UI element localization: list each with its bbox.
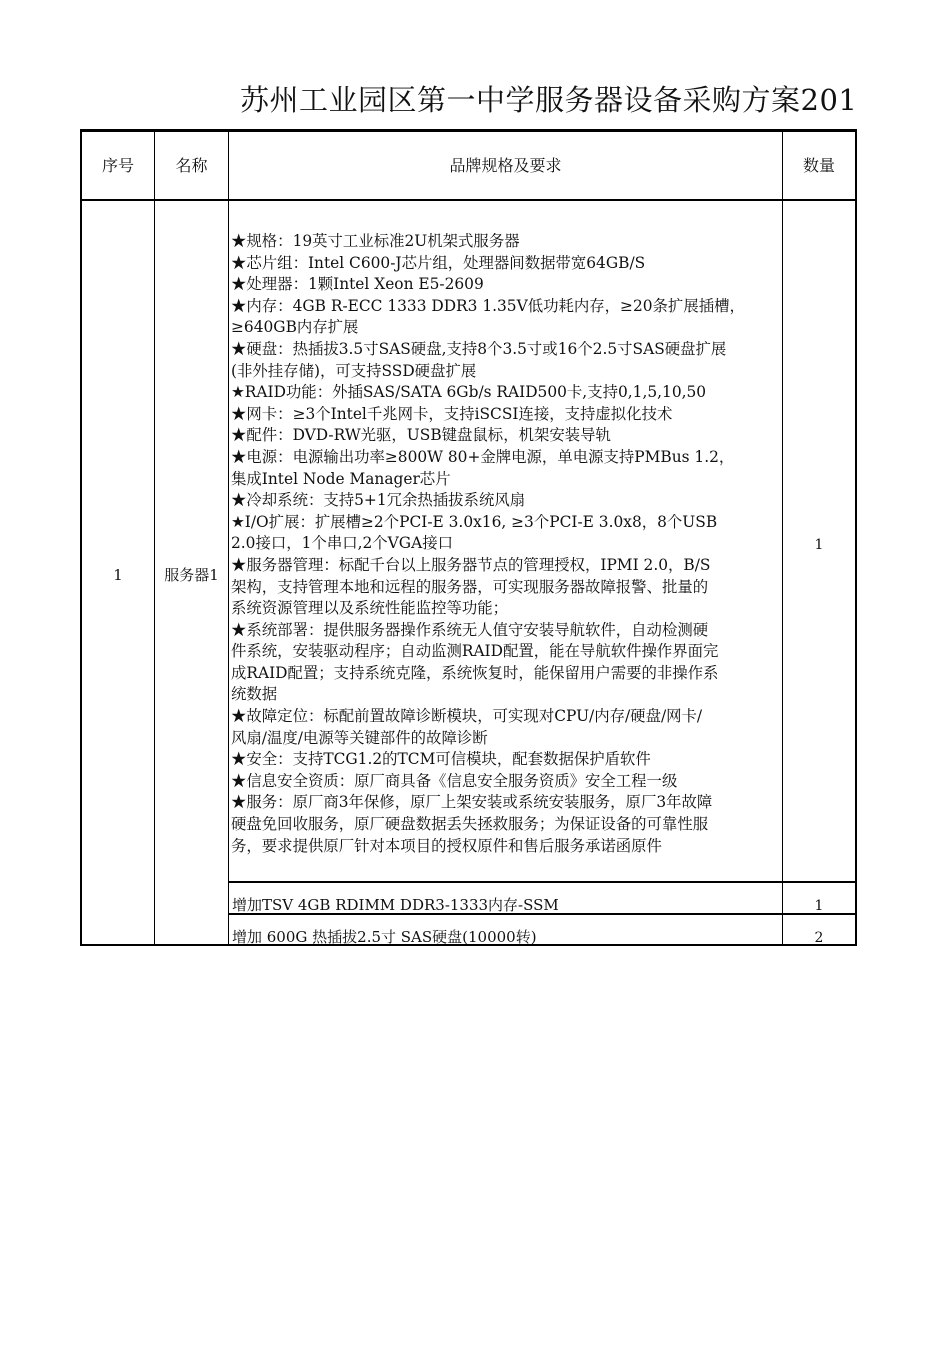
page-title: 苏州工业园区第一中学服务器设备采购方案201 [240, 83, 858, 117]
spec-bottom-border [228, 881, 857, 883]
spec-line: 集成Intel Node Manager芯片 [231, 469, 451, 488]
spec-line: ★芯片组：Intel C600-J芯片组，处理器间数据带宽64GB/S [231, 253, 646, 272]
spec-line: 统数据 [231, 685, 278, 704]
spec-line: 硬盘免回收服务，原厂硬盘数据丢失拯救服务；为保证设备的可靠性服 [231, 815, 709, 834]
header-qty: 数量 [802, 155, 835, 175]
spec-line: 务，要求提供原厂针对本项目的授权原件和售后服务承诺函原件 [231, 836, 662, 855]
spec-line: ★电源：电源输出功率≥800W 80+金牌电源，单电源支持PMBus 1.2， [231, 447, 735, 466]
spec-line: ★处理器：1颗Intel Xeon E5-2609 [231, 275, 484, 294]
spec-line: 件系统，安装驱动程序；自动监测RAID配置，能在导航软件操作界面完 [231, 642, 719, 661]
spec-line: ★系统部署：提供服务器操作系统无人值守安装导航软件，自动检测硬 [231, 620, 709, 639]
row-qty: 1 [814, 536, 824, 553]
extra-item-disk: 增加 600G 热插拔2.5寸 SAS硬盘(10000转) [232, 928, 537, 946]
spec-line: ★硬盘：热插拔3.5寸SAS硬盘,支持8个3.5寸或16个2.5寸SAS硬盘扩展 [231, 339, 727, 358]
spec-line: ≥640GB内存扩展 [231, 318, 359, 337]
spec-requirements [231, 231, 791, 857]
table-left-border [80, 129, 82, 946]
spec-line: ★故障定位：标配前置故障诊断模块，可实现对CPU/内存/硬盘/网卡/ [231, 707, 703, 726]
spec-line: ★配件：DVD-RW光驱，USB键盘鼠标，机架安装导轨 [231, 426, 611, 445]
spec-line: (非外挂存储)，可支持SSD硬盘扩展 [231, 361, 477, 380]
header-name: 名称 [175, 155, 208, 175]
row-name: 服务器1 [164, 566, 219, 584]
spec-line: ★服务器管理：标配千台以上服务器节点的管理授权，IPMI 2.0，B/S [231, 555, 711, 574]
header-bottom-border [80, 199, 857, 201]
spec-line: 风扇/温度/电源等关键部件的故障诊断 [231, 728, 488, 747]
extra-qty-disk: 2 [814, 930, 824, 946]
spec-line: ★信息安全资质：原厂商具备《信息安全服务资质》安全工程一级 [231, 771, 678, 790]
spec-line: ★内存：4GB R-ECC 1333 DDR3 1.35V低功耗内存，≥20条扩展插槽， [231, 296, 745, 315]
spec-line: ★安全：支持TCG1.2的TCM可信模块，配套数据保护盾软件 [231, 750, 651, 769]
spec-line: 系统资源管理以及系统性能监控等功能； [231, 599, 509, 618]
spec-line: ★服务：原厂商3年保修，原厂上架安装或系统安装服务，原厂3年故障 [231, 793, 713, 812]
spec-line: 架构，支持管理本地和远程的服务器，可实现服务器故障报警、批量的 [231, 577, 709, 596]
extra-item-memory: 增加TSV 4GB RDIMM DDR3-1333内存-SSM [232, 896, 559, 914]
row-seq: 1 [113, 566, 123, 584]
spec-line: ★RAID功能：外插SAS/SATA 6Gb/s RAID500卡,支持0,1,5,10,50 [231, 383, 707, 402]
col-divider-seq [154, 129, 155, 946]
header-seq: 序号 [101, 155, 134, 175]
spec-line: 成RAID配置；支持系统克隆，系统恢复时，能保留用户需要的非操作系 [231, 663, 719, 682]
table-right-border [855, 129, 857, 946]
extra-qty-memory: 1 [814, 898, 824, 914]
spec-line: ★冷却系统：支持5+1冗余热插拔系统风扇 [231, 491, 526, 510]
header-spec: 品牌规格及要求 [449, 155, 562, 175]
col-divider-name [228, 129, 229, 946]
spec-line: 2.0接口，1个串口,2个VGA接口 [231, 534, 453, 553]
spec-line: ★网卡：≥3个Intel千兆网卡，支持iSCSI连接，支持虚拟化技术 [231, 404, 673, 423]
spec-line: ★规格：19英寸工业标准2U机架式服务器 [231, 232, 520, 250]
spec-line: ★I/O扩展：扩展槽≥2个PCI-E 3.0x16, ≥3个PCI-E 3.0x8，8个USB [231, 512, 718, 531]
